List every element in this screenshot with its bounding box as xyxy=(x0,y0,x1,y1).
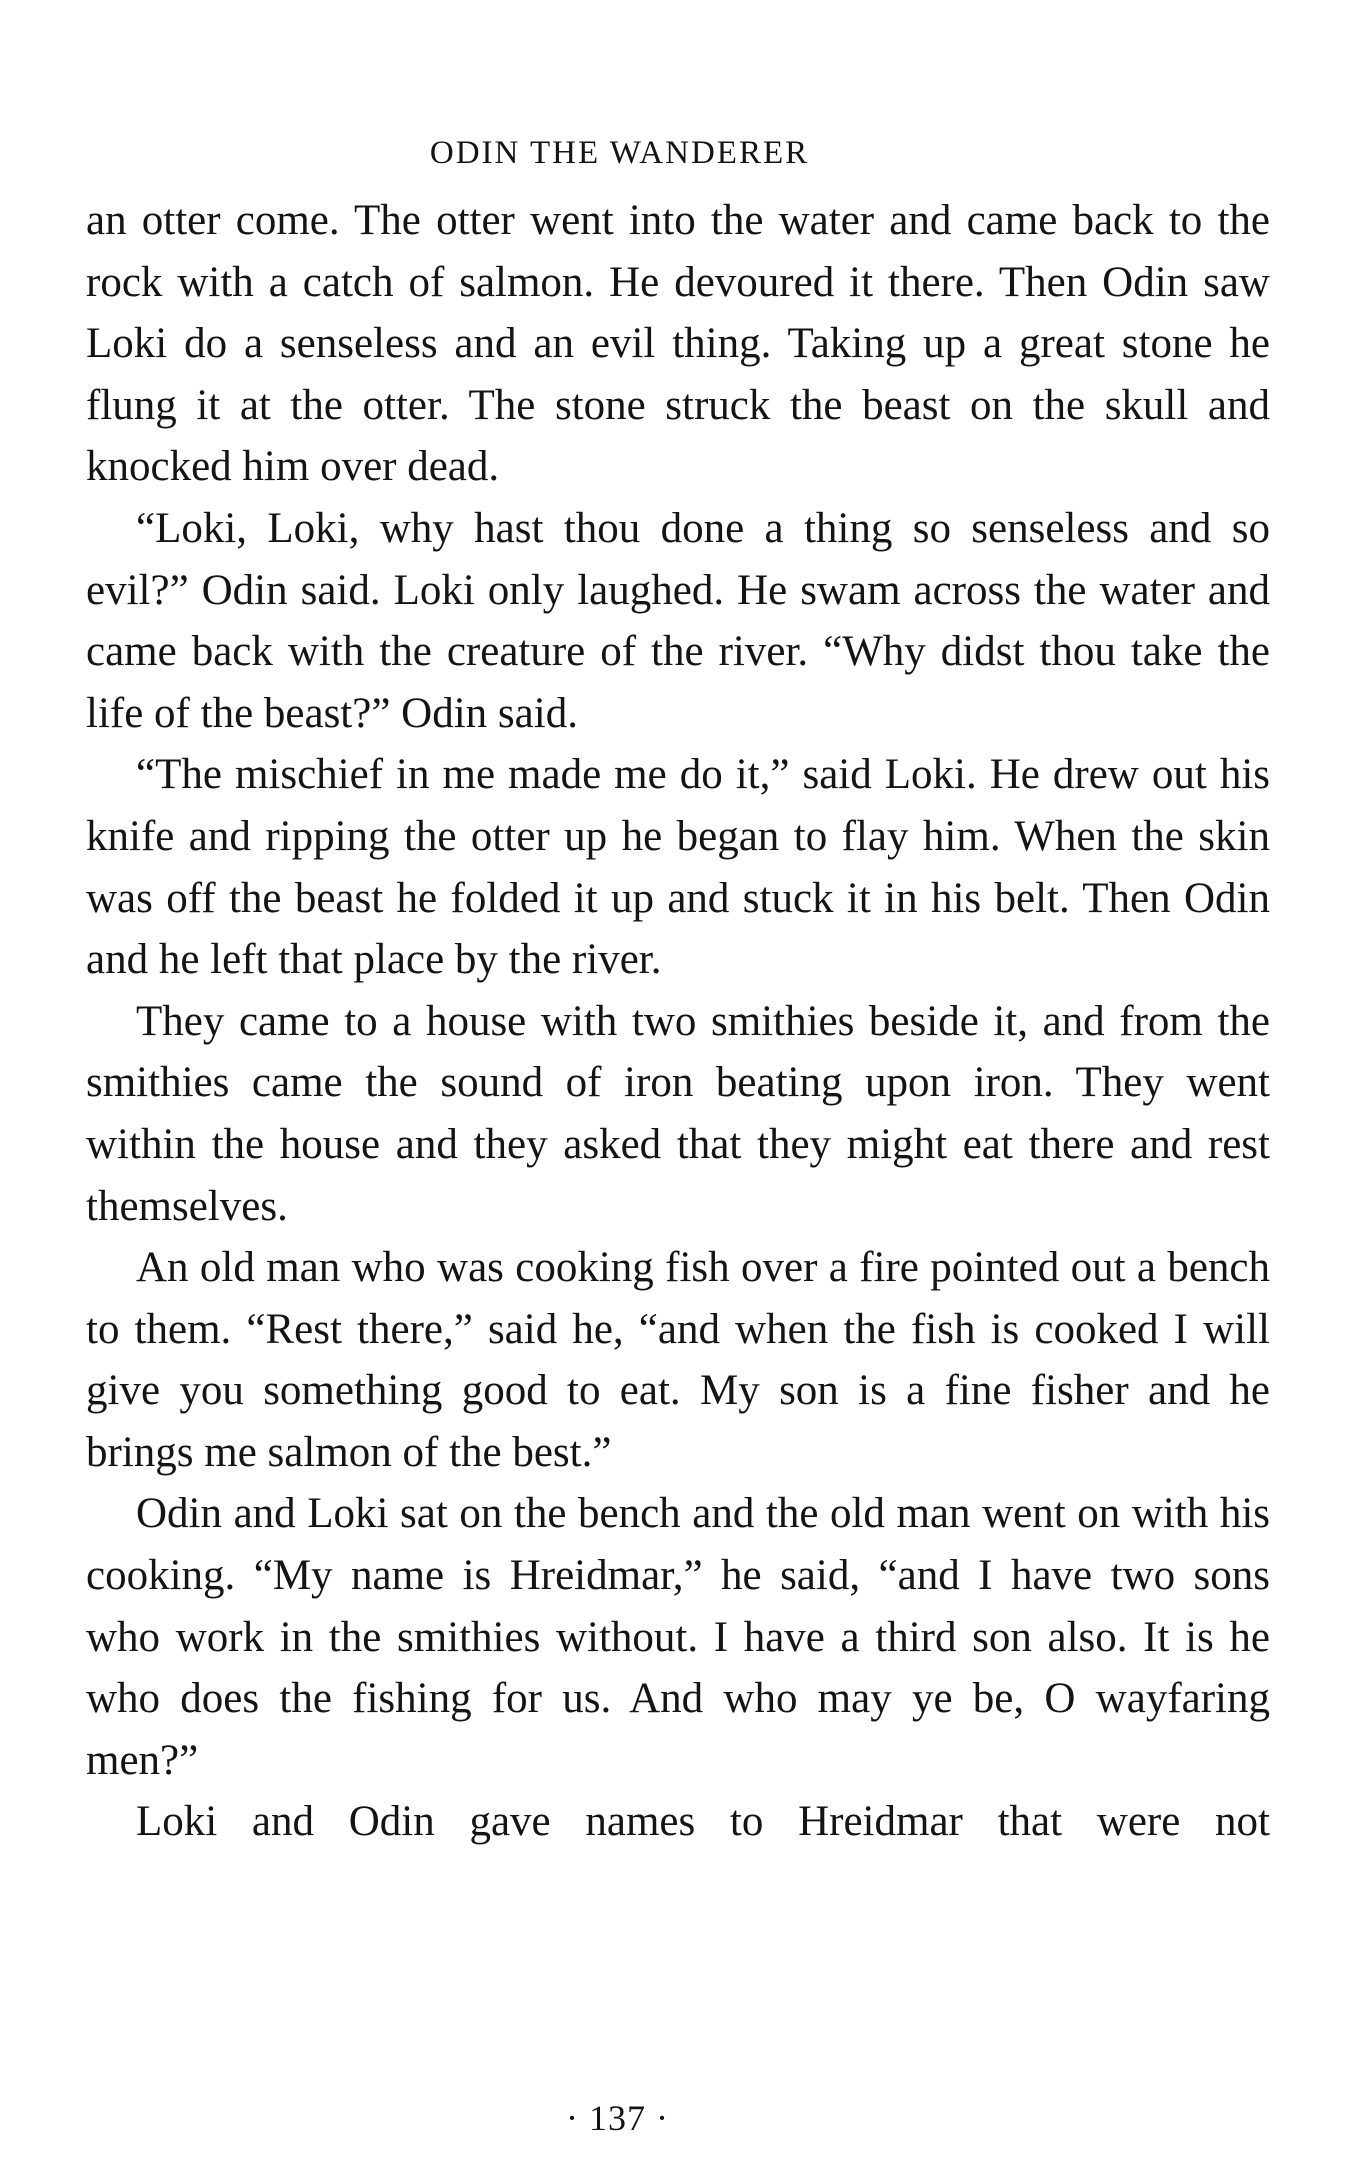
paragraph-4: They came to a house with two smithies beside it, and from the smithies came the sound of iron beating upon iron. They went within the house and they asked that they might eat there and rest themselves. xyxy=(86,997,1270,1230)
page-number: · 137 · xyxy=(566,2098,669,2138)
paragraph-6: Odin and Loki sat on the bench and the old man went on with his cooking. “My name is Hreidmar,” he said, “and I have two sons who work in the smithies without. I have a third son also. It is he who does the fishing for us. And who may ye be, O wayfaring men?” xyxy=(86,1490,1270,1784)
paragraph-2: “Loki, Loki, why hast thou done a thing so senseless and so evil?” Odin said. Loki only laughed. He swam across the water and came back with the creature of the river. “Why didst thou take the life of the beast?” Odin said. xyxy=(86,504,1270,737)
paragraph-3: “The mischief in me made me do it,” said Loki. He drew out his knife and ripping the otter up he began to flay him. When the skin was off the beast he folded it up and stuck it in his belt. Then Odin and he left that place by the river. xyxy=(86,751,1270,984)
paragraph-5: An old man who was cooking fish over a fire pointed out a bench to them. “Rest there,” said he, “and when the fish is cooked I will give you something good to eat. My son is a fine fisher and he brings me salmon of the best.” xyxy=(86,1244,1270,1476)
paragraph-1: an otter come. The otter went into the water and came back to the rock with a catch of salmon. He devoured it there. Then Odin saw Loki do a senseless and an evil thing. Taking up a great stone he flung it at the otter. The stone struck the beast on the skull and knocked him over dead. xyxy=(86,197,1270,491)
running-head: ODIN THE WANDERER xyxy=(429,135,810,171)
paragraph-7: Loki and Odin gave names to Hreidmar that were not xyxy=(136,1798,1270,1846)
body-text xyxy=(86,190,1270,1853)
